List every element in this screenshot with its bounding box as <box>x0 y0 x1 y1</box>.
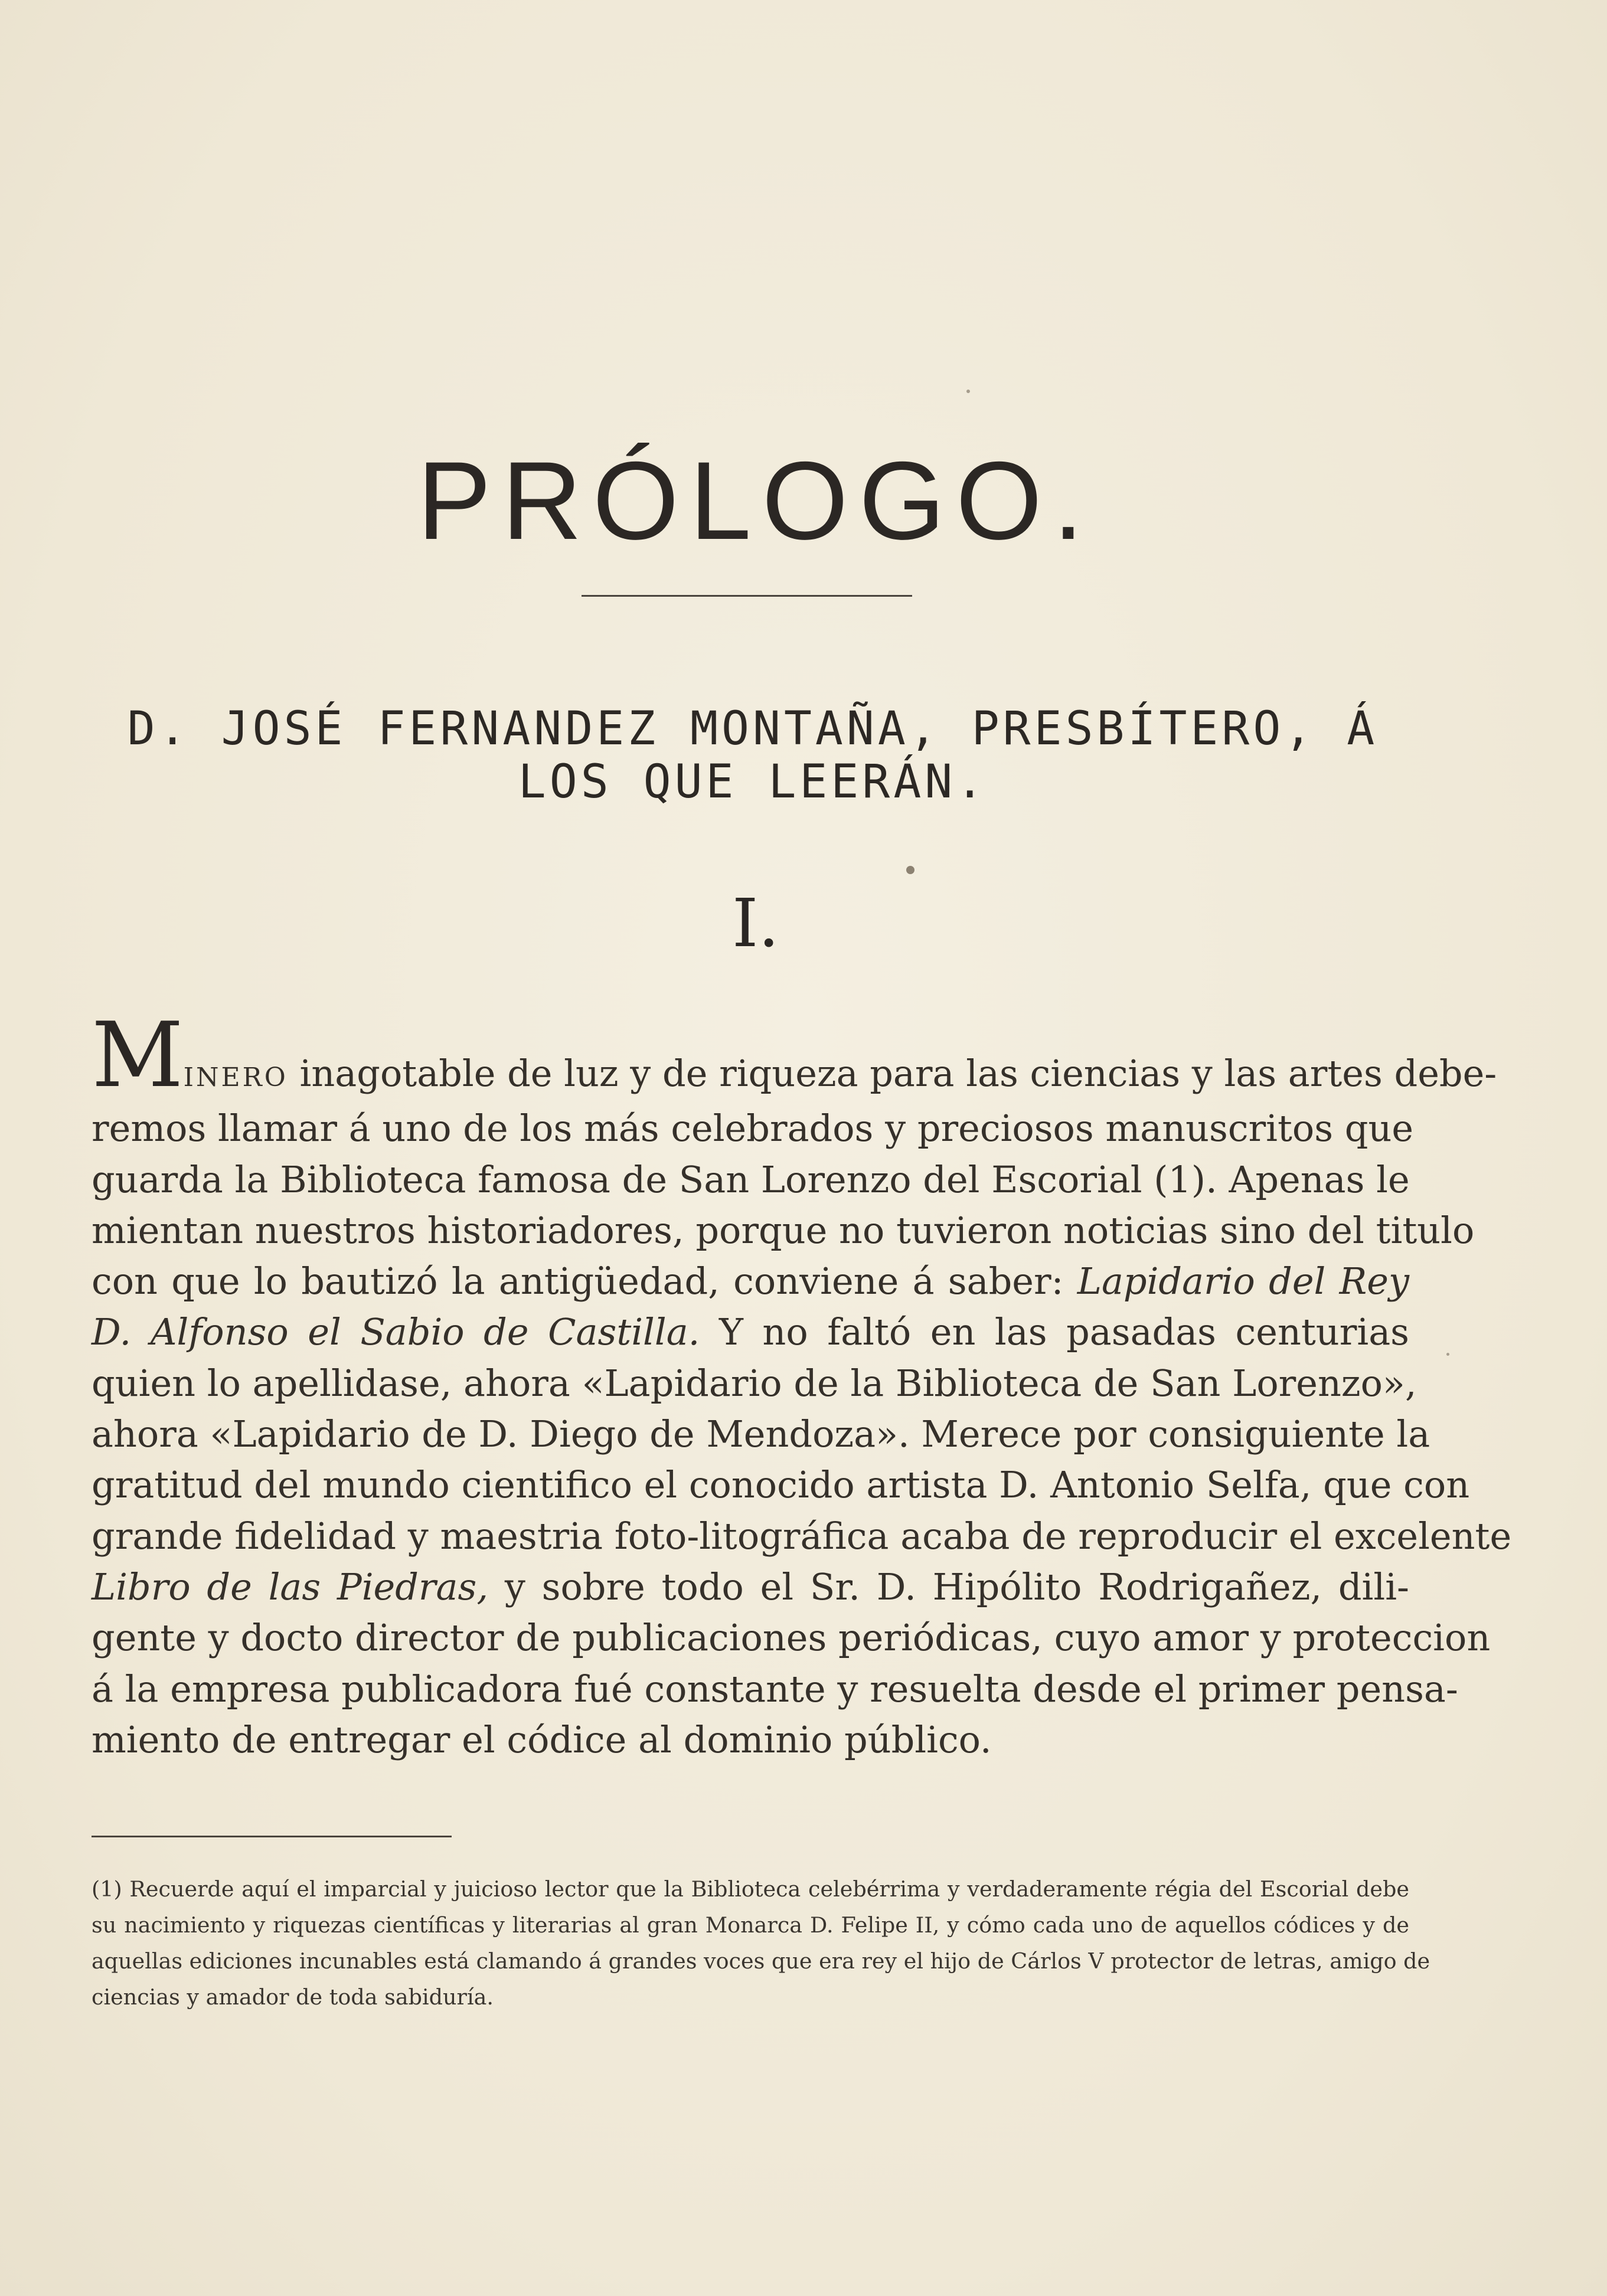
section-numeral: I. <box>732 885 779 962</box>
line-text: Y no faltó en las pasadas centurias <box>700 1310 1409 1354</box>
line-text: y sobre todo el Sr. D. Hipólito Rodrigañez, dili- <box>488 1565 1409 1608</box>
text-line: quien lo apellidase, ahora «Lapidario de la Biblioteca de San Lorenzo», <box>92 1361 1417 1405</box>
text-line <box>92 1562 1409 1613</box>
text-line: gente y docto director de publicaciones periódicas, cuyo amor y proteccion <box>92 1616 1491 1660</box>
paper-speck <box>1446 1353 1449 1356</box>
title-divider <box>582 595 912 597</box>
footnote-divider <box>92 1836 452 1837</box>
text-line <box>92 1307 1409 1358</box>
line-text: con que lo bautizó la antigüedad, conviene á saber: <box>92 1260 1077 1303</box>
italic-title: Libro de las Piedras, <box>92 1565 489 1608</box>
text-line: miento de entregar el códice al dominio público. <box>92 1718 992 1761</box>
text-line: á la empresa publicadora fué constante y resuelta desde el primer pensa- <box>92 1667 1458 1710</box>
drop-cap: M <box>92 1003 184 1107</box>
text-line <box>92 1003 1497 1107</box>
footnote-line: aquellas ediciones incunables está clamando á grandes voces que era rey el hijo de Cárlos V protector de letras, amigo de <box>92 1948 1430 1974</box>
footnote-line: (1) Recuerde aquí el imparcial y juicioso lector que la Biblioteca celebérrima y verdaderamente régia del Escorial debe <box>92 1876 1409 1902</box>
text-line: remos llamar á uno de los más celebrados y preciosos manuscritos que <box>92 1107 1414 1150</box>
footnote-line: ciencias y amador de toda sabiduría. <box>92 1984 494 2010</box>
italic-title: Lapidario del Rey <box>1077 1260 1410 1303</box>
text-line: mientan nuestros historiadores, porque no tuvieron noticias sino del titulo <box>92 1208 1475 1252</box>
paper-speck <box>906 866 914 874</box>
footnote <box>92 1871 1430 2015</box>
text-line <box>92 1256 1409 1307</box>
text-line: ahora «Lapidario de D. Diego de Mendoza». Merece por consiguiente la <box>92 1412 1430 1456</box>
line-text: inagotable de luz y de riqueza para las ciencias y las artes debe- <box>288 1052 1497 1095</box>
footnote-line: su nacimiento y riquezas científicas y literarias al gran Monarca D. Felipe II, y cómo cada uno de aquellos códices y de <box>92 1912 1409 1938</box>
dedication-line: D. JOSÉ FERNANDEZ MONTAÑA, PRESBÍTERO, Á LOS QUE LEERÁN. <box>127 702 1379 809</box>
text-line: gratitud del mundo cientifico el conocido artista D. Antonio Selfa, que con <box>92 1463 1470 1507</box>
small-caps-word: INERO <box>183 1062 288 1093</box>
italic-title: D. Alfonso el Sabio de Castilla. <box>92 1310 700 1354</box>
text-line: grande fidelidad y maestria foto-litográfica acaba de reproducir el excelente <box>92 1514 1512 1558</box>
paper-speck <box>966 390 970 393</box>
text-line: guarda la Biblioteca famosa de San Lorenzo del Escorial (1). Apenas le <box>92 1157 1410 1201</box>
page-title: PRÓLOGO. <box>417 439 1095 562</box>
body-paragraph <box>92 1003 1512 1765</box>
